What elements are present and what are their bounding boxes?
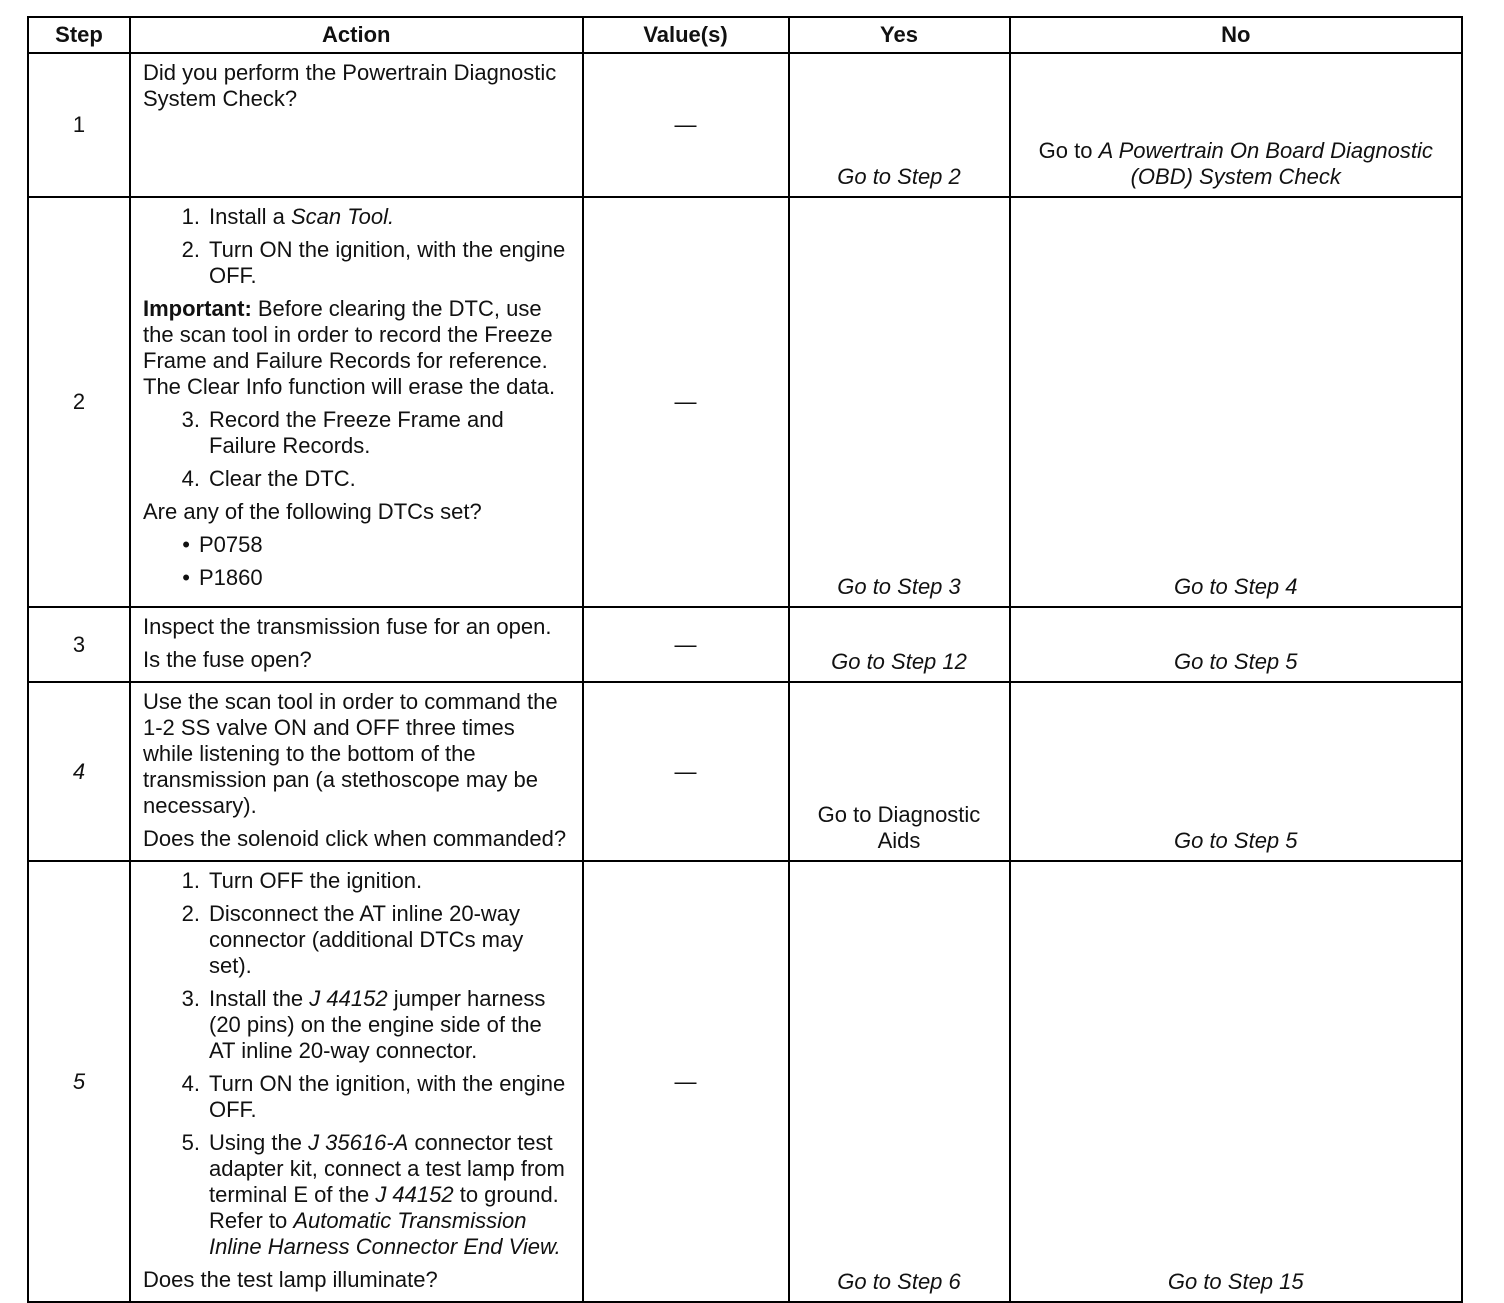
- step-number: 3: [28, 607, 130, 682]
- step-text: Turn ON the ignition, with the engine OFF.: [209, 1071, 566, 1122]
- tool-name: J 44152: [375, 1182, 454, 1207]
- value-cell: —: [583, 197, 789, 607]
- no-cell: [1010, 197, 1463, 607]
- step-number: 5: [28, 861, 130, 1302]
- list-item: [143, 986, 570, 1064]
- header-row: [28, 17, 1462, 53]
- value-cell: —: [583, 682, 789, 861]
- yes-text: Go to Step 3: [837, 574, 961, 599]
- list-item: [143, 407, 570, 459]
- table-row: [28, 197, 1462, 607]
- step-index: 4.: [181, 466, 200, 491]
- dtc-code: P0758: [199, 532, 263, 557]
- step-index: 3.: [181, 407, 200, 432]
- dtc-code: P1860: [199, 565, 263, 590]
- table-row: [28, 682, 1462, 861]
- step-text: [200, 1130, 570, 1260]
- yes-cell: [789, 197, 1010, 607]
- important-text: Before clearing the DTC, use the scan tool in order to record the Freeze Frame and Failure Records for reference. The Clear Info function will erase the data.: [143, 296, 556, 399]
- list-item: [143, 237, 570, 289]
- action-cell: [130, 861, 583, 1302]
- list-item: [143, 868, 570, 894]
- step-text-pre: Install a: [209, 204, 291, 229]
- yes-cell: [789, 682, 1010, 861]
- tool-name: Scan Tool.: [290, 204, 395, 229]
- action-text: Use the scan tool in order to command the 1-2 SS valve ON and OFF three times while listening to the bottom of the transmission pan (a stethoscope may be necessary).: [143, 689, 558, 818]
- step-index: 2.: [181, 237, 200, 262]
- bullet-icon: •: [182, 532, 190, 557]
- action-steps: [143, 868, 570, 1260]
- list-item: [143, 1071, 570, 1123]
- step-text: Turn ON the ignition, with the engine OFF.: [209, 237, 566, 288]
- list-item: [143, 466, 570, 492]
- action-cell: [130, 607, 583, 682]
- step-text: Record the Freeze Frame and Failure Records.: [209, 407, 504, 458]
- action-steps: [143, 407, 570, 492]
- no-text: Go to Step 15: [1167, 1269, 1304, 1294]
- header-step: Step: [28, 17, 130, 53]
- header-yes: Yes: [789, 17, 1010, 53]
- step-text-a: Using the: [209, 1130, 309, 1155]
- action-question: Are any of the following DTCs set?: [143, 499, 482, 524]
- no-prefix: Go to: [1038, 138, 1099, 163]
- value-cell: —: [583, 861, 789, 1302]
- header-no: No: [1010, 17, 1463, 53]
- no-cell: [1010, 607, 1463, 682]
- yes-text: Go to Step 6: [837, 1269, 961, 1294]
- yes-text: Go to Diagnostic Aids: [817, 802, 981, 853]
- step-text-b: connector test adapter kit, connect a test lamp from terminal E of the: [209, 1130, 565, 1207]
- yes-text: Go to Step 12: [831, 649, 967, 674]
- action-steps: [143, 204, 570, 289]
- step-text: [200, 204, 570, 230]
- tool-name: J 35616-A: [308, 1130, 409, 1155]
- step-number: 2: [28, 197, 130, 607]
- no-text: Go to Step 4: [1173, 574, 1298, 599]
- header-values: Value(s): [583, 17, 789, 53]
- step-index: 1.: [181, 868, 200, 893]
- step-index: 5.: [181, 1130, 200, 1155]
- action-question: Does the test lamp illuminate?: [143, 1267, 438, 1292]
- step-index: 4.: [181, 1071, 200, 1096]
- action-question: Does the solenoid click when commanded?: [143, 826, 567, 851]
- important-label: Important:: [143, 296, 252, 321]
- action-text: Inspect the transmission fuse for an open.: [143, 614, 552, 639]
- list-item: [143, 1130, 570, 1260]
- step-number: 4: [28, 682, 130, 861]
- action-cell: [130, 197, 583, 607]
- no-cell: [1010, 682, 1463, 861]
- yes-cell: [789, 53, 1010, 197]
- step-text-c: to ground. Refer to: [209, 1182, 559, 1233]
- list-item: [143, 532, 570, 558]
- important-note: [143, 296, 570, 400]
- header-action: Action: [130, 17, 583, 53]
- step-text: Turn OFF the ignition.: [209, 868, 423, 893]
- list-item: [143, 565, 570, 591]
- list-item: [143, 204, 570, 230]
- step-text-post: jumper harness (20 pins) on the engine side of the AT inline 20-way connector.: [209, 986, 546, 1063]
- table-row: [28, 861, 1462, 1302]
- no-text: Go to Step 5: [1173, 828, 1298, 853]
- no-link-obd-check: A Powertrain On Board Diagnostic (OBD) System Check: [1098, 138, 1433, 189]
- step-index: 2.: [181, 901, 200, 926]
- step-text-pre: Install the: [209, 986, 310, 1011]
- step-number: 1: [28, 53, 130, 197]
- list-item: [143, 901, 570, 979]
- action-cell: [130, 53, 583, 197]
- step-text: Disconnect the AT inline 20-way connector (additional DTCs may set).: [209, 901, 524, 978]
- action-question: Did you perform the Powertrain Diagnostic System Check?: [143, 60, 557, 111]
- no-cell: [1010, 53, 1463, 197]
- action-question: Is the fuse open?: [143, 647, 312, 672]
- step-index: 1.: [181, 204, 200, 229]
- no-text: Go to Step 5: [1173, 649, 1298, 674]
- yes-text: Go to Step 2: [837, 164, 961, 189]
- table-row: [28, 53, 1462, 197]
- step-index: 3.: [181, 986, 200, 1011]
- tool-name: J 44152: [309, 986, 388, 1011]
- bullet-icon: •: [182, 565, 190, 590]
- table-row: [28, 607, 1462, 682]
- step-text: [200, 986, 570, 1064]
- value-cell: —: [583, 607, 789, 682]
- value-cell: —: [583, 53, 789, 197]
- action-cell: [130, 682, 583, 861]
- no-cell: [1010, 861, 1463, 1302]
- step-text: Clear the DTC.: [209, 466, 356, 491]
- diagnostic-table: [27, 16, 1463, 1303]
- yes-cell: [789, 607, 1010, 682]
- yes-cell: [789, 861, 1010, 1302]
- dtc-list: [143, 532, 570, 591]
- reference-link: Automatic Transmission Inline Harness Connector End View.: [209, 1208, 561, 1259]
